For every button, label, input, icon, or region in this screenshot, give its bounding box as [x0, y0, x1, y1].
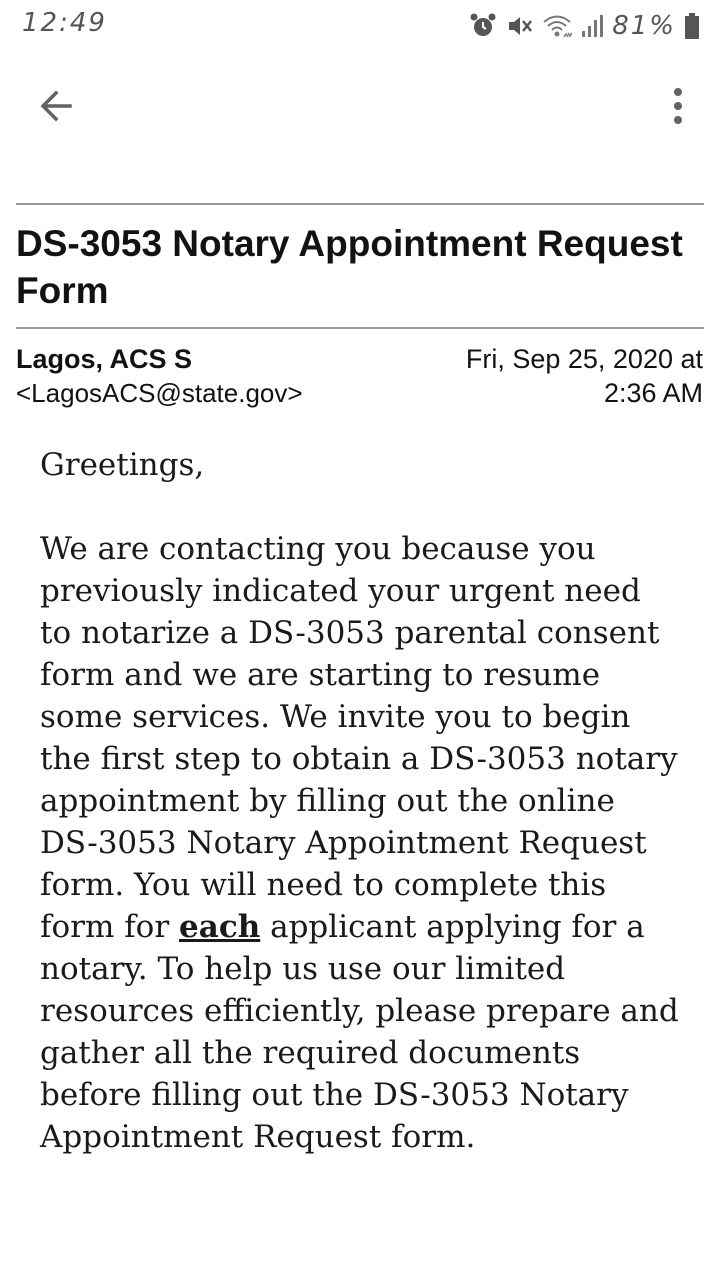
sender-name: Lagos, ACS S	[16, 344, 193, 374]
more-vertical-icon	[672, 86, 684, 126]
greeting: Greetings,	[40, 447, 205, 483]
date-line-2: 2:36 AM	[603, 378, 703, 408]
more-options-button[interactable]	[656, 78, 700, 134]
status-bar	[0, 0, 720, 52]
sender-email: <LagosACS@state.gov>	[16, 378, 303, 408]
status-icons	[468, 10, 700, 42]
battery-percentage: 81%	[612, 11, 676, 41]
date-line-1: Fri, Sep 25, 2020 at	[465, 344, 703, 374]
arrow-left-icon	[36, 86, 76, 126]
divider-subject	[16, 327, 704, 329]
body-text-part-2: applicant applying for a notary. To help us use our limited resources efficiently, please prepare and gather all the required documents before filling out the DS-3053 Notary Appointment Request form.	[40, 909, 679, 1155]
wifi-icon	[542, 11, 572, 41]
email-body	[40, 444, 680, 1158]
divider-top	[16, 203, 704, 205]
email-subject: DS-3053 Notary Appointment Request Form	[16, 223, 683, 311]
email-date	[443, 342, 703, 410]
body-emphasis: each	[179, 909, 261, 945]
status-time: 12:49	[22, 8, 107, 38]
app-bar	[0, 60, 720, 150]
sender-info[interactable]	[16, 342, 456, 410]
body-text-part-1: We are contacting you because you previously indicated your urgent need to notarize a DS-3053 parental consent form and we are starting to resume some services. We invite you to begin the first step to obtain a DS-3053 notary appointment by filling out the online DS-3053 Notary Appointment Request form. You will need to complete this form for	[40, 531, 678, 945]
signal-icon	[580, 11, 604, 41]
mute-icon	[506, 11, 534, 41]
alarm-icon	[468, 11, 498, 41]
back-button[interactable]	[28, 78, 84, 134]
body-paragraph	[40, 528, 680, 1158]
battery-icon	[684, 11, 700, 41]
